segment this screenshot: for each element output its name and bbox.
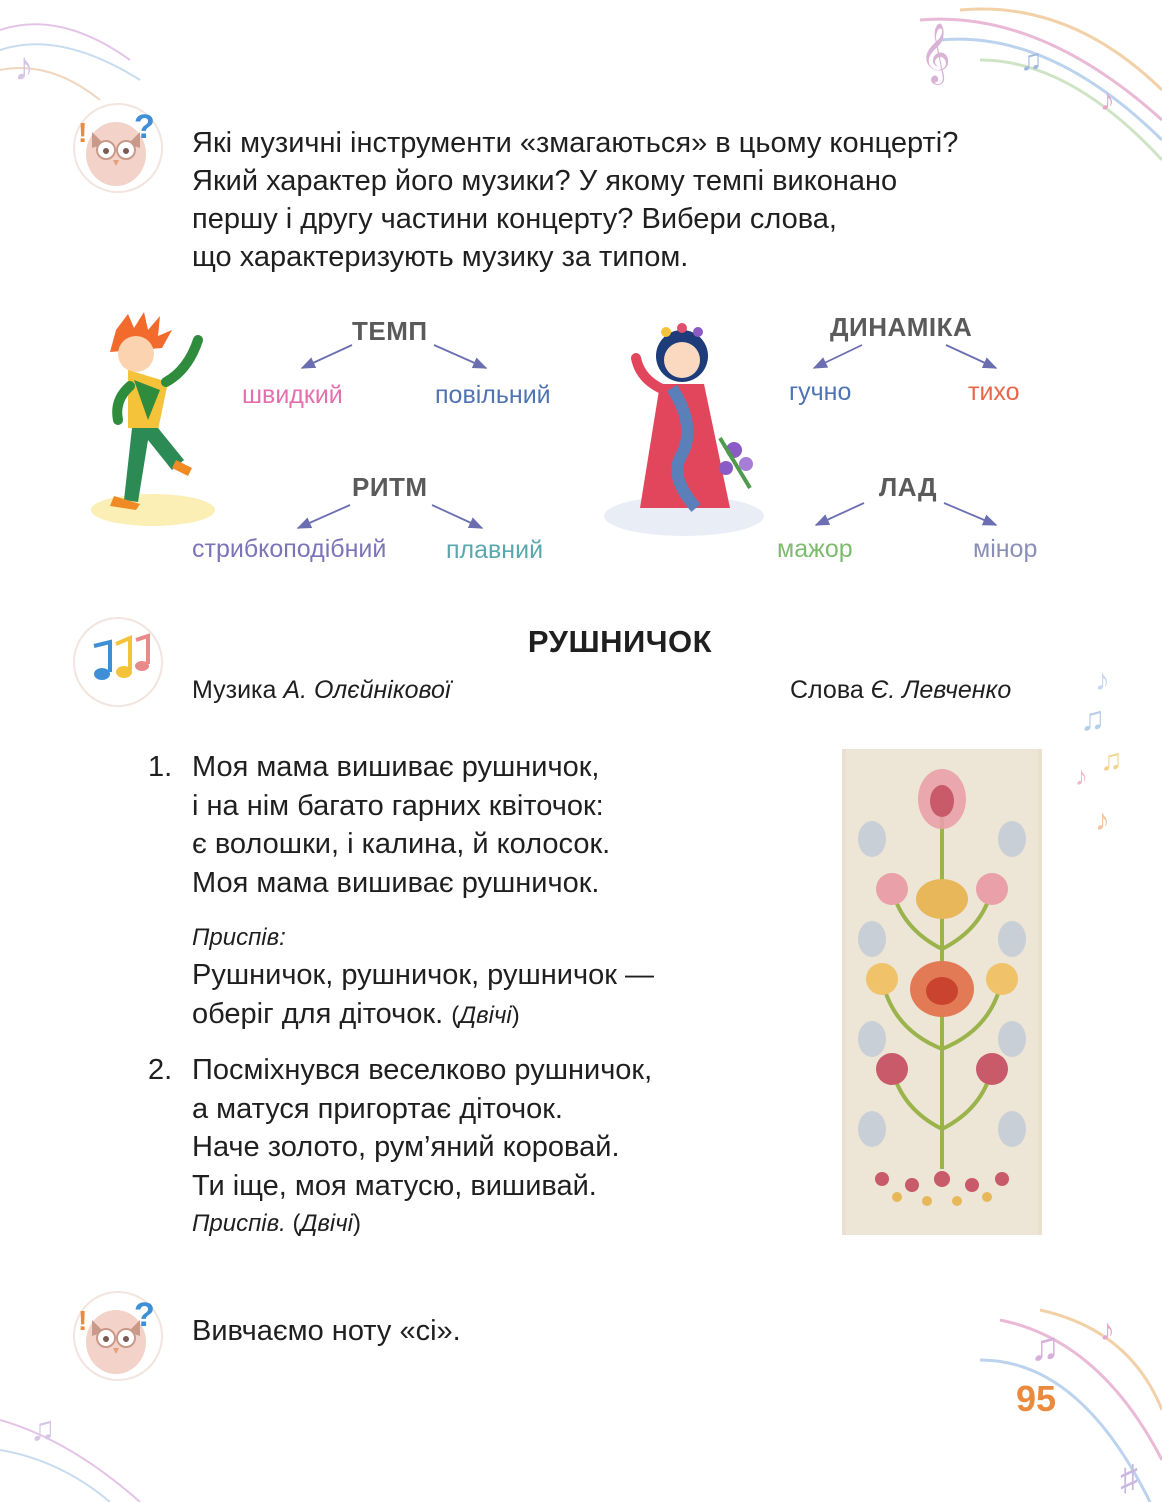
mode-arrow-right [944, 503, 996, 525]
refrain-repeat-note-2: (Двічі) [292, 1210, 362, 1237]
refrain-label: Приспів: [192, 924, 286, 951]
rhythm-arrow-right [432, 505, 482, 528]
verse-1-line-2: і на нім багато гарних квіточок: [192, 789, 604, 822]
rhythm-jumpy: стрибкоподібний [192, 535, 387, 563]
tempo-arrow-left [302, 345, 352, 368]
svg-text:♫: ♫ [1030, 1325, 1060, 1369]
refrain-line-2: оберіг для діточок. [192, 997, 444, 1030]
svg-text:?: ? [134, 1296, 155, 1334]
mode-title: ЛАД [879, 472, 938, 502]
tempo-arrow-right [434, 345, 486, 368]
verse-1-line-1: Моя мама вишиває рушничок, [192, 751, 600, 783]
dynamics-title: ДИНАМІКА [830, 312, 973, 342]
verse-2-number: 2. [148, 1054, 173, 1086]
verse-2-line-1: Посміхнувся веселково рушничок, [192, 1054, 653, 1086]
svg-text:!: ! [78, 1305, 88, 1336]
refrain-repeat-label: Приспів. [192, 1210, 286, 1237]
verse-1-line-4: Моя мама вишиває рушничок. [192, 866, 600, 899]
refrain-repeat [192, 1210, 361, 1238]
mode-major: мажор [777, 535, 853, 563]
verse-1-number: 1. [148, 751, 173, 783]
tempo-slow: повільний [435, 381, 551, 409]
rhythm-title: РИТМ [352, 472, 428, 502]
tempo-fast: швидкий [242, 381, 343, 409]
song-title: РУШНИЧОК [527, 624, 713, 659]
svg-text:♪: ♪ [1075, 761, 1088, 791]
svg-text:♪: ♪ [1100, 84, 1115, 117]
dynamics-arrow-right [946, 345, 996, 368]
verse-2-line-2: а матуся пригортає діточок. [192, 1092, 563, 1125]
dynamics-quiet: тихо [968, 378, 1020, 406]
verse-2-line-4: Ти іще, моя матусю, вишивай. [192, 1169, 597, 1202]
rhythm-smooth: плавний [446, 536, 544, 564]
verse-1 [148, 748, 611, 902]
words-label: Слова [790, 676, 864, 704]
refrain-line-2-row [192, 995, 654, 1036]
verse-1-line-3: є волошки, і калина, й колосок. [192, 828, 611, 860]
music-swirl-bottom-left [0, 1370, 160, 1502]
words-author: Є. Левченко [870, 676, 1012, 704]
music-notes-right [1070, 660, 1140, 840]
question-line-3: першу і другу частини концерту? Вибери слова, [192, 203, 837, 235]
music-swirl-bottom-right [960, 1300, 1162, 1502]
mode-minor: мінор [973, 535, 1038, 563]
svg-text:♫: ♫ [1080, 700, 1106, 738]
question-line-4: що характеризують музику за типом. [192, 241, 689, 273]
question-2: Вивчаємо ноту «сі». [192, 1315, 461, 1347]
embroidered-towel-illustration [842, 749, 1042, 1235]
dynamics-arrow-left [814, 345, 862, 368]
category-arrows [0, 0, 1162, 600]
mode-arrow-left [816, 503, 864, 525]
rhythm-arrow-left [298, 505, 350, 528]
svg-text:♫: ♫ [1100, 744, 1123, 777]
music-label: Музика [192, 676, 277, 704]
refrain-line-1: Рушничок, рушничок, рушничок — [192, 959, 654, 991]
refrain-repeat-note: (Двічі) [451, 1001, 520, 1029]
refrain [192, 956, 654, 1035]
svg-text:♪: ♪ [14, 45, 34, 89]
verse-2-line-3: Наче золото, рум’яний коровай. [192, 1131, 620, 1163]
tempo-title: ТЕМП [352, 316, 428, 346]
svg-text:♪: ♪ [1095, 804, 1110, 837]
dynamics-loud: гучно [789, 378, 852, 406]
svg-text:♫: ♫ [30, 1410, 56, 1448]
page-number: 95 [1016, 1378, 1057, 1419]
words-credit [790, 676, 1011, 705]
svg-text:♪: ♪ [1100, 1314, 1115, 1347]
music-credit [192, 676, 451, 705]
svg-text:♫: ♫ [1020, 44, 1043, 77]
svg-text:?: ? [134, 108, 155, 146]
svg-text:♯: ♯ [1120, 1457, 1138, 1498]
verse-2 [148, 1051, 653, 1205]
owl-question-icon-2 [72, 1290, 164, 1382]
music-author: А. Олєйнікової [283, 676, 451, 704]
svg-text:𝄞: 𝄞 [920, 24, 951, 82]
svg-text:♪: ♪ [1095, 664, 1110, 697]
svg-text:!: ! [78, 117, 88, 148]
question-line-2: Який характер його музики? У якому темпі виконано [192, 165, 898, 197]
question-line-1: Які музичні інструменти «змагаються» в цьому концерті? [192, 127, 959, 159]
